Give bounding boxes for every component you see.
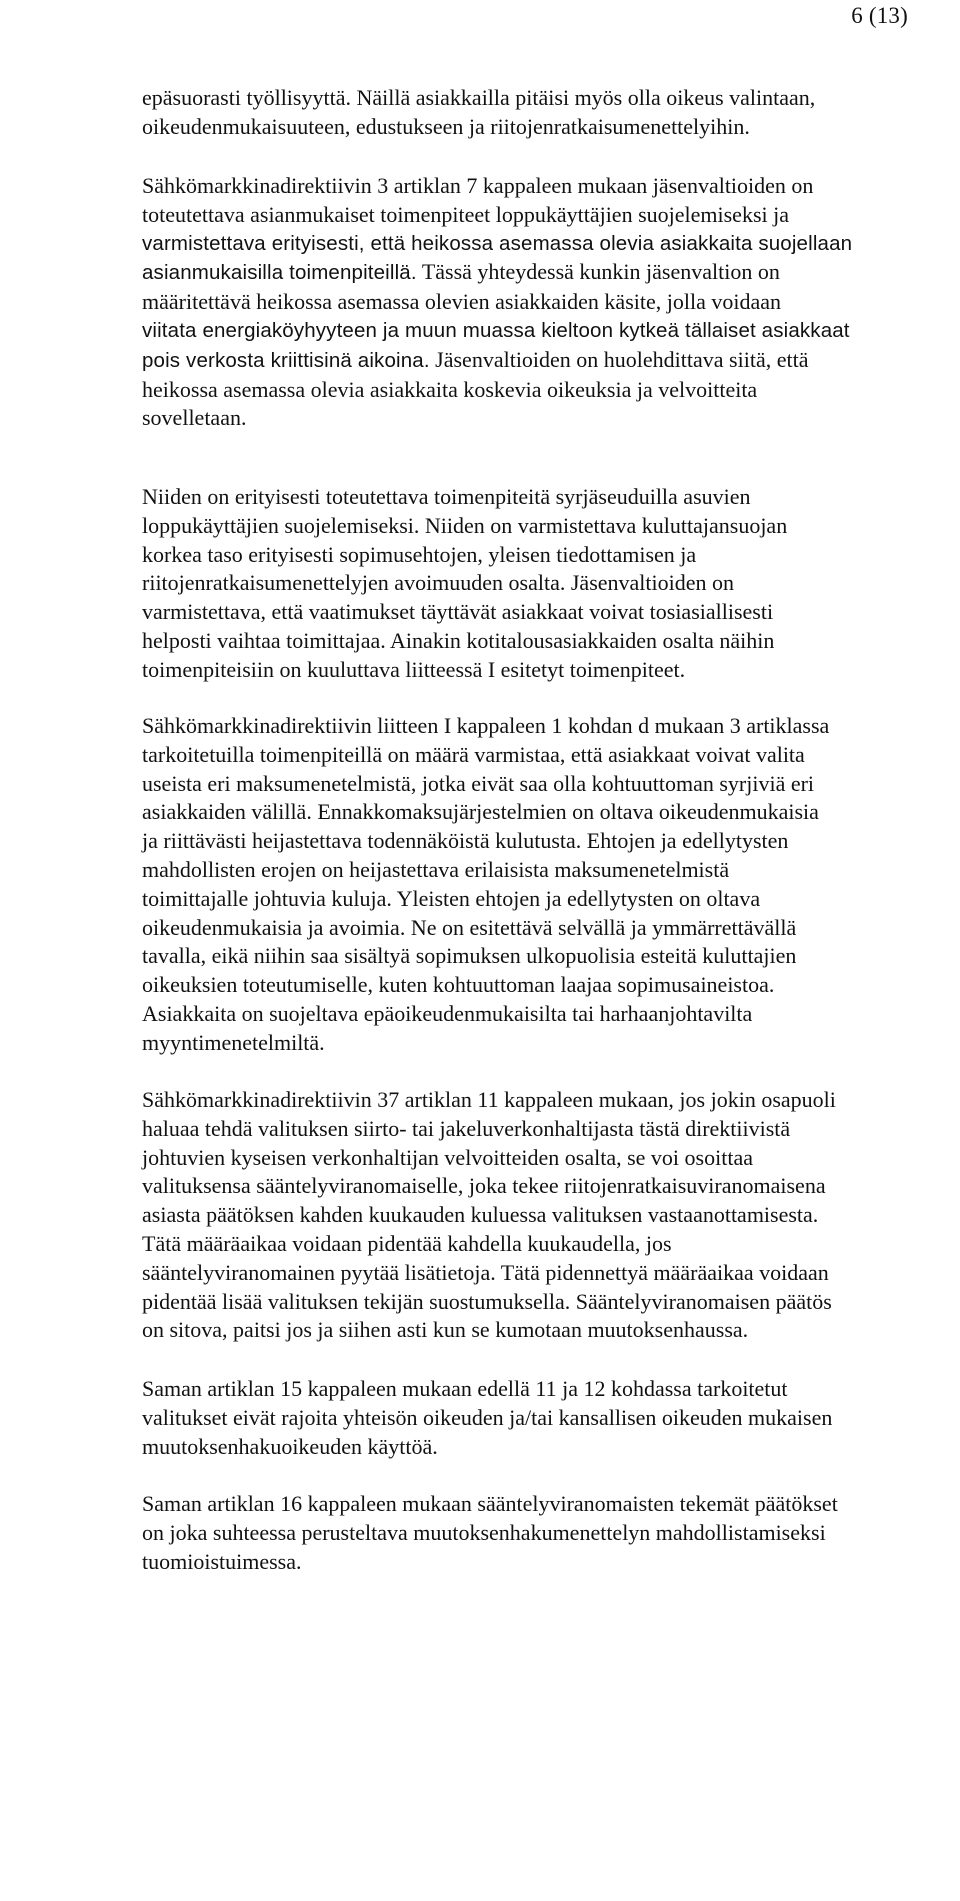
- text-line: tarkoitetuilla toimenpiteillä on määrä varmistaa, että asiakkaat voivat valita: [142, 741, 805, 767]
- text-line: Saman artiklan 16 kappaleen mukaan sääntelyviranomaisten tekemät päätökset: [142, 1491, 838, 1516]
- text-line: viitata energiaköyhyyteen ja muun muassa kieltoon kytkeä tällaiset asiakkaat: [142, 318, 850, 342]
- paragraph: [142, 1375, 942, 1461]
- paragraph: [142, 1490, 942, 1576]
- paragraph: [142, 84, 942, 142]
- text-line: loppukäyttäjien suojelemiseksi. Niiden on varmistettava kuluttajansuojan: [142, 512, 788, 538]
- text-line: toimenpiteisiin on kuuluttava liitteessä I esitetyt toimenpiteet.: [142, 656, 686, 682]
- text-line: pidentää lisää valituksen tekijän suostumuksella. Sääntelyviranomaisen päätös: [142, 1288, 832, 1314]
- text-line: Sähkömarkkinadirektiivin liitteen I kappaleen 1 kohdan d mukaan 3 artiklassa: [142, 713, 830, 738]
- text-line: haluaa tehdä valituksen siirto- tai jakeluverkonhaltijasta tästä direktiivistä: [142, 1115, 791, 1141]
- text-line: muutoksenhakuoikeuden käyttöä.: [142, 1433, 438, 1459]
- text-line: varmistettava erityisesti, että heikossa asemassa olevia asiakkaita suojellaan: [142, 231, 853, 255]
- text-line: johtuvien kyseisen verkonhaltijan velvoitteiden osalta, se voi osoittaa: [142, 1144, 753, 1170]
- text-line: Saman artiklan 15 kappaleen mukaan edellä 11 ja 12 kohdassa tarkoitetut: [142, 1376, 788, 1401]
- page-number: 6 (13): [851, 3, 908, 28]
- text-run: asianmukaisilla toimenpiteillä.: [142, 261, 417, 285]
- paragraph: [142, 712, 942, 1058]
- text-line: epäsuorasti työllisyyttä. Näillä asiakkailla pitäisi myös olla oikeus valintaan,: [142, 85, 816, 110]
- text-line: sääntelyviranomainen pyytää lisätietoja. Tätä pidennettyä määräaikaa voidaan: [142, 1259, 829, 1285]
- text-line: helposti vaihtaa toimittajaa. Ainakin kotitalousasiakkaiden osalta näihin: [142, 627, 775, 653]
- text-line: on joka suhteessa perusteltava muutoksenhakumenettelyn mahdollistamiseksi: [142, 1519, 826, 1545]
- text-line: [142, 346, 942, 376]
- text-line: asiakkaiden välillä. Ennakkomaksujärjestelmien on oltava oikeudenmukaisia: [142, 799, 819, 825]
- text-line: ja riittävästi heijastettava todennäköistä kulutusta. Ehtojen ja edellytysten: [142, 828, 789, 854]
- text-line: mahdollisten erojen on heijastettava erilaisista maksumenetelmistä: [142, 856, 730, 882]
- text-line: Sähkömarkkinadirektiivin 37 artiklan 11 kappaleen mukaan, jos jokin osapuoli: [142, 1087, 836, 1112]
- text-line: sovelletaan.: [142, 405, 247, 431]
- text-line: valitukset eivät rajoita yhteisön oikeuden ja/tai kansallisen oikeuden mukaisen: [142, 1404, 833, 1430]
- text-line: varmistettava, että vaatimukset täyttävät asiakkaat voivat tosiasiallisesti: [142, 599, 774, 625]
- text-line: oikeudenmukaisuuteen, edustukseen ja riitojenratkaisumenettelyihin.: [142, 113, 750, 139]
- text-line: tuomioistuimessa.: [142, 1548, 302, 1574]
- text-run: pois verkosta kriittisinä aikoina.: [142, 348, 430, 372]
- text-line: riitojenratkaisumenettelyjen avoimuuden osalta. Jäsenvaltioiden on: [142, 570, 735, 596]
- text-line: asiasta päätöksen kahden kuukauden kuluessa valituksen vastaanottamisesta.: [142, 1202, 819, 1228]
- text-line: korkea taso erityisesti sopimusehtojen, yleisen tiedottamisen ja: [142, 541, 697, 567]
- text-run: Jäsenvaltioiden on huolehdittava siitä, että: [435, 346, 809, 372]
- text-line: Asiakkaita on suojeltava epäoikeudenmukaisilta tai harhaanjohtavilta: [142, 1000, 753, 1026]
- paragraph: [142, 483, 942, 685]
- text-line: heikossa asemassa olevia asiakkaita koskevia oikeuksia ja velvoitteita: [142, 376, 758, 402]
- text-line: myyntimenetelmiltä.: [142, 1029, 325, 1055]
- paragraph: [142, 172, 942, 433]
- text-run: Tässä yhteydessä kunkin jäsenvaltion on: [421, 259, 780, 285]
- text-line: määritettävä heikossa asemassa olevien asiakkaiden käsite, jolla voidaan: [142, 289, 781, 315]
- text-line: valituksensa sääntelyviranomaiselle, joka tekee riitojenratkaisuviranomaisena: [142, 1173, 826, 1199]
- text-line: tavalla, eikä niihin saa sisältyä sopimuksen ulkopuolisia esteitä kuluttajien: [142, 943, 797, 969]
- text-line: on sitova, paitsi jos ja siihen asti kun se kumotaan muutoksenhaussa.: [142, 1317, 749, 1343]
- text-line: oikeudenmukaisia ja avoimia. Ne on esitettävä selvällä ja ymmärrettävällä: [142, 914, 797, 940]
- text-line: Tätä määräaikaa voidaan pidentää kahdella kuukaudella, jos: [142, 1230, 672, 1256]
- text-line: Niiden on erityisesti toteutettava toimenpiteitä syrjäseuduilla asuvien: [142, 484, 751, 509]
- text-line: toimittajalle johtuvia kuluja. Yleisten ehtojen ja edellytysten on oltava: [142, 885, 761, 911]
- text-line: Sähkömarkkinadirektiivin 3 artiklan 7 kappaleen mukaan jäsenvaltioiden on: [142, 173, 814, 198]
- paragraph: [142, 1086, 942, 1345]
- text-line: useista eri maksumenetelmistä, jotka eivät saa olla kohtuuttoman syrjiviä eri: [142, 770, 815, 796]
- text-line: [142, 258, 942, 288]
- text-line: toteutettava asianmukaiset toimenpiteet loppukäyttäjien suojelemiseksi ja: [142, 201, 789, 227]
- text-line: oikeuksien toteutumiselle, kuten kohtuuttoman laajaa sopimusaineistoa.: [142, 972, 775, 998]
